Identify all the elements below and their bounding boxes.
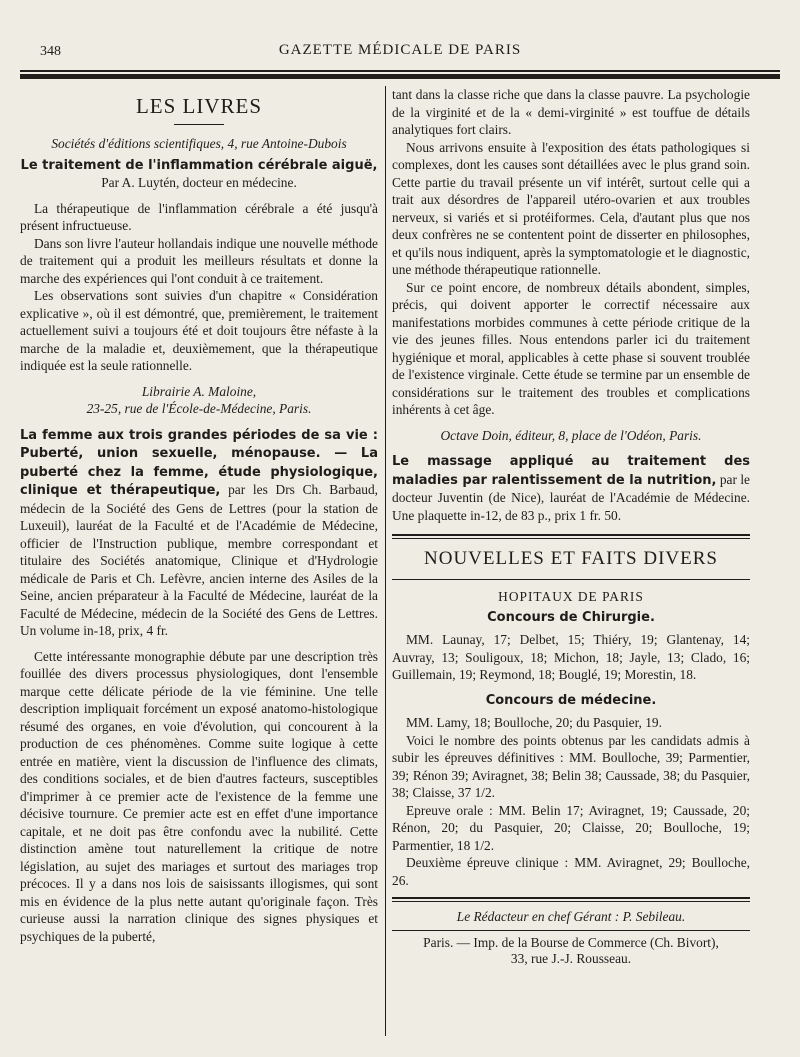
publisher-heading: Sociétés d'éditions scientifiques, 4, rue Antoine-Dubois [51,136,347,151]
paragraph: Dans son livre l'auteur hollandais indique une nouvelle méthode de traitement qui a produit les meilleurs résultats et donne la marche des expériences qui l'ont conduit à ce traitement. [20,235,378,286]
paragraph: Les observations sont suivies d'un chapitre « Considération explicative », où il est démontré, que, premièrement, le traitement actuellement suivi a toujours été et doit toujours être néfaste à la marche de la maladie et, deuxièmement, que la thérapeutique indiquée est la seule rationnelle. [20,288,378,373]
paragraph: tant dans la classe riche que dans la classe pauvre. La psychologie de la virginité et de la « demi-virginité » est touffue de détails analytiques fort clairs. [392,87,750,137]
imprint-line: Paris. — Imp. de la Bourse de Commerce (Ch. Bivort), [423,934,719,950]
section-rule [174,124,224,125]
paragraph: Voici le nombre des points obtenus par les candidats admis à subir les épreuves définitives : MM. Boulloche, 39; Parmentier, 39; Rénon 39; Aviragnet, 38; Belin 38; Caussade, 38; du Pasquier, 38; Claisse, 37 1/2. [392,732,750,800]
book-details: par les Drs Ch. Barbaud, médecin de la Société des Gens de Lettres (pour la station de Luxeuil), lauréat de la Faculté et de l'Académie de Médecine, officier de l'Instruction publique, membre correspondant et titulaire des Sociétés anatomique, Clinique et d'Hydrologie médicale de Paris et Ch. Lefèvre, ancien interne des Asiles de la Seine, ancien préparateur à la Faculté de Médecine, lauréat de la Faculté de Médecine, médecin de la Société des Gens de Lettres. Un volume in-18, prix, 4 fr. [20,482,378,638]
section-rule [392,579,750,580]
editor-credit: Le Rédacteur en chef Gérant : P. Sebileau. [456,909,686,924]
header-rule-thick [20,74,780,79]
column-divider [385,86,386,1036]
paragraph: MM. Lamy, 18; Boulloche, 20; du Pasquier, 19. [406,715,662,730]
book-entry [392,452,750,524]
paragraph: MM. Launay, 17; Delbet, 15; Thiéry, 19; Glantenay, 14; Auvray, 13; Souligoux, 18; Michon, 18; Jayle, 13; Clado, 16; Guillemain, 19; Reymond, 18; Bouglé, 19; Morestin, 18. [392,632,750,682]
publisher-heading: Octave Doin, éditeur, 8, place de l'Odéon, Paris. [440,427,702,443]
section-title-livres: LES LIVRES [135,94,263,118]
spacer [392,419,750,427]
page-number: 348 [40,44,61,59]
publisher-address: 23-25, rue de l'École-de-Médecine, Paris. [86,401,312,416]
paragraph: La thérapeutique de l'inflammation cérébrale a été jusqu'à présent infructueuse. [20,200,378,233]
subsection-heading: HOPITAUX DE PARIS [498,589,644,604]
running-head [20,40,780,64]
header-rule [20,70,780,72]
book-entry [20,426,378,640]
footer-separator [392,897,750,902]
book-details: par le docteur Juventin (de Nice), lauréat de l'Académie de Médecine. Une plaquette in-12, de 83 p., prix 1 fr. 50. [392,471,750,523]
concours-title: Concours de médecine. [485,692,657,708]
paragraph: Cette intéressante monographie débute par une description très fouillée des divers processus physiologiques, dont l'ensemble marque cette délicate période de la vie féminine. Une telle description impliquait forcément un exposé anatomo-histologique résumé des organes, en voie d'évolution, qui concourent à la production de ces phénomènes. Comme suite logique à cette entrée en matière, vient la discussion de l'influence des climats, des conditions sociales, et de bien d'autres facteurs, susceptibles d'imprimer à ce premier acte de l'existence de la femme une décisive tournure. Ce premier acte est en effet d'une importance capitale, et ne doit pas être confondu avec la nubilité. Cette distinction amène tout naturellement la critique de notre législation, au sujet des mariages et surtout des mariages trop précoces. Il y a dans nos lois de saisissants illogismes, qui sont mis en évidence de la plus nette autant qu'originale façon. Très curieuse aussi la narration clinique des signes physiques et psychiques de la puberté, [20,648,378,944]
journal-title: GAZETTE MÉDICALE DE PARIS [278,42,522,58]
book-title: Le traitement de l'inflammation cérébrale aiguë, [20,157,378,173]
left-column [20,86,378,945]
paragraph: Deuxième épreuve clinique : MM. Aviragnet, 29; Boulloche, 26. [392,855,750,888]
book-author: Par A. Luytén, docteur en médecine. [101,175,297,190]
paragraph: Nous arrivons ensuite à l'exposition des états pathologiques si complexes, dont les causes sont détaillées avec le plus grand soin. Cette partie du travail présente un vif intérêt, surtout celle qui a trait aux désordres de l'appareil utéro-ovarien et aux troubles nerveux, si variés et si protéiformes. Cela, d'autant plus que nos deux confrères ne se contentent point de disserter en philosophes, et qu'ils nous indiquent, après la symptomatologie et le diagnostic, une méthode thérapeutique rationnelle. [392,139,750,277]
imprint-address: 33, rue J.-J. Rousseau. [510,950,632,966]
spacer [20,640,378,648]
section-separator [392,534,750,539]
footer-rule [392,930,750,931]
spacer [392,444,750,452]
paragraph: Sur ce point encore, de nombreux détails abondent, simples, précis, qui doivent apporter le correctif nécessaire aux manifestations morbides communes à cette période critique de la vie des jeunes filles. Nous entendons parler ici du traitement hygiénique et moral, applicables à cette phase si souvent troublée de l'existence virginale. Cette étude se termine par un ensemble de considérations sur le traitement des troubles et complications inhérents à cet âge. [392,279,750,417]
spacer [20,375,378,383]
right-column [392,86,750,967]
concours-title: Concours de Chirurgie. [487,609,655,625]
book-title: La femme aux trois grandes périodes de sa vie : Puberté, union sexuelle, ménopause. — La puberté chez la femme, étude physiologique, clinique et thérapeutique, [20,427,378,498]
book-title: Le massage appliqué au traitement des maladies par ralentissement de la nutrition, [392,454,750,488]
spacer [20,418,378,426]
paragraph: Epreuve orale : MM. Belin 17; Aviragnet, 19; Caussade, 20; Rénon, 20; du Pasquier, 20; Claisse, 20; Boulloche, 19; Parmentier, 18 1/2. [392,802,750,853]
publisher-heading: Librairie A. Maloine, [141,383,257,399]
section-title-nouvelles: NOUVELLES ET FAITS DIVERS [424,548,718,569]
